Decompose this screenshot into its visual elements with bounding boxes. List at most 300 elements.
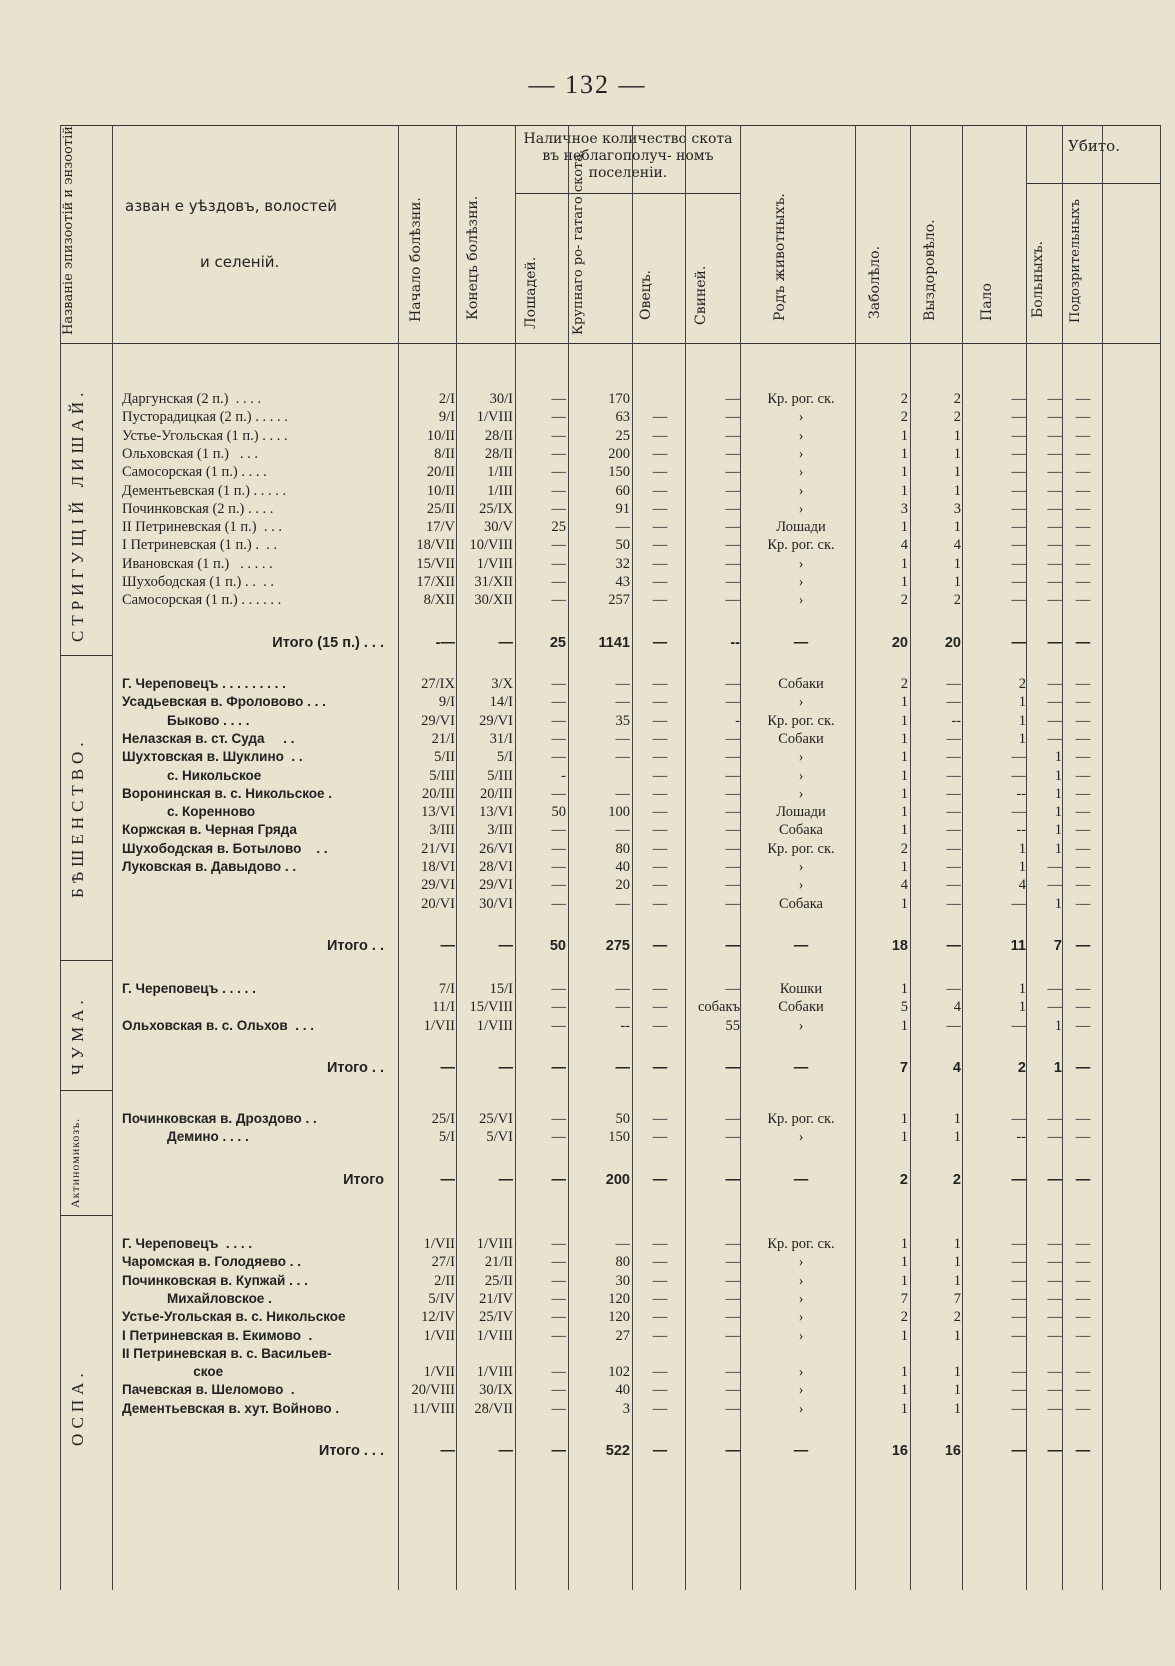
- cell-sheep: —: [652, 1111, 668, 1127]
- cell-sheep: —: [652, 1290, 668, 1307]
- cell-died: —: [1011, 427, 1026, 444]
- cell-rec: 2: [953, 592, 961, 609]
- cell-cattle: 120: [608, 1290, 630, 1307]
- cell-kind: ›: [798, 1364, 804, 1381]
- header-died: Пало: [979, 283, 995, 322]
- cell-start: 10/II: [426, 482, 455, 499]
- cell-died: —: [1011, 1400, 1026, 1417]
- total-cattle: 1141: [598, 634, 630, 651]
- cell-sheep: —: [652, 1364, 668, 1381]
- cell-horses: 50: [551, 804, 566, 821]
- cell-rec: 2: [953, 1309, 961, 1326]
- cell-died: —: [1011, 749, 1026, 766]
- cell-died: 4: [1018, 877, 1026, 894]
- cell-ks: —: [1047, 981, 1062, 997]
- cell-name: Дементьевская (1 п.) . . . . .: [122, 482, 287, 499]
- cell-sheep: —: [652, 694, 668, 711]
- total-row: [60, 1171, 1160, 1189]
- cell-name: Ольховская (1 п.) . . .: [122, 445, 258, 462]
- cell-sick: 1: [900, 730, 908, 747]
- table-row: [60, 1363, 1160, 1381]
- cell-name: Починковская в. Купжай . . .: [122, 1272, 308, 1288]
- cell-end: 21/II: [484, 1254, 513, 1271]
- header-names-line1: азван е уѣздовъ, волостей: [125, 197, 337, 215]
- cell-end: 3/III: [487, 822, 513, 839]
- cell-died: --: [1016, 1129, 1026, 1146]
- cell-end: 28/VII: [474, 1400, 513, 1417]
- cell-sheep: —: [652, 895, 668, 912]
- cell-rec: —: [946, 749, 961, 766]
- cell-kind: ›: [798, 749, 804, 766]
- cell-rec: —: [946, 840, 961, 857]
- cell-sheep: —: [652, 859, 668, 875]
- cell-horses: —: [551, 1017, 566, 1034]
- cell-sheep: —: [652, 999, 668, 1016]
- cell-cattle: 120: [608, 1309, 630, 1326]
- section-rule: [60, 655, 112, 656]
- total-kind: —: [793, 937, 809, 954]
- total-row: [60, 937, 1160, 955]
- cell-start: 1/VII: [423, 1236, 455, 1252]
- cell-horses: —: [551, 1400, 566, 1417]
- cell-rec: 3: [953, 500, 961, 517]
- table-row: [60, 840, 1160, 858]
- total-name: Итого . . .: [318, 1443, 384, 1459]
- cell-pigs: —: [725, 1400, 740, 1417]
- total-pigs: —: [725, 1171, 740, 1188]
- cell-pigs: —: [725, 1236, 740, 1252]
- cell-end: 1/VIII: [476, 555, 513, 572]
- cell-sheep: —: [652, 555, 668, 572]
- cell-sheep: —: [652, 427, 668, 444]
- cell-cattle: 100: [608, 804, 630, 821]
- cell-kp: —: [1075, 482, 1091, 499]
- cell-sick: 1: [900, 859, 908, 875]
- cell-kind: ›: [798, 877, 804, 894]
- cell-sheep: —: [652, 464, 668, 481]
- cell-ks: —: [1047, 574, 1062, 590]
- cell-rec: 1: [953, 464, 961, 481]
- cell-ks: —: [1047, 694, 1062, 711]
- cell-kind: ›: [798, 482, 804, 499]
- cell-ks: —: [1047, 712, 1062, 729]
- statistics-table: [60, 125, 1160, 1590]
- cell-start: 10/II: [426, 427, 455, 444]
- cell-end: 5/I: [496, 749, 513, 766]
- cell-ks: —: [1047, 1309, 1062, 1326]
- cell-kind: Кр. рог. ск.: [767, 391, 835, 407]
- cell-sick: 1: [900, 445, 908, 462]
- cell-end: 28/II: [484, 445, 513, 462]
- cell-end: 1/III: [487, 464, 513, 481]
- cell-name: Шухободская (1 п.) . . . .: [122, 574, 274, 590]
- cell-cattle: —: [615, 999, 630, 1016]
- cell-cattle: 43: [615, 574, 630, 590]
- cell-sick: 1: [900, 555, 908, 572]
- cell-kind: Кр. рог. ск.: [767, 1236, 835, 1252]
- cell-kind: Лошади: [776, 804, 826, 821]
- cell-sick: 2: [900, 1309, 908, 1326]
- cell-pigs: собакъ: [697, 999, 740, 1016]
- cell-start: 21/VI: [421, 840, 455, 857]
- table-row: [60, 1400, 1160, 1418]
- total-sheep: —: [652, 1059, 668, 1076]
- cell-kp: —: [1075, 859, 1091, 875]
- cell-horses: —: [551, 464, 566, 481]
- table-row: [60, 573, 1160, 591]
- cell-ks: —: [1047, 676, 1062, 692]
- total-ks: —: [1047, 1171, 1062, 1188]
- cell-horses: —: [551, 981, 566, 997]
- cell-pigs: —: [725, 676, 740, 692]
- cell-sick: 1: [900, 895, 908, 912]
- cell-end: 5/VI: [486, 1129, 513, 1146]
- cell-end: 15/I: [489, 981, 513, 997]
- cell-died: —: [1011, 391, 1026, 407]
- cell-sheep: —: [652, 1272, 668, 1289]
- section-rule: [60, 1215, 112, 1216]
- cell-died: 1: [1018, 859, 1026, 875]
- cell-kp: —: [1075, 445, 1091, 462]
- cell-kp: —: [1075, 1111, 1091, 1127]
- cell-died: 1: [1018, 999, 1026, 1016]
- cell-name: Г. Череповецъ . . . . .: [122, 981, 256, 996]
- cell-horses: —: [551, 859, 566, 875]
- cell-pigs: —: [725, 1290, 740, 1307]
- cell-ks: —: [1047, 1254, 1062, 1271]
- total-kind: —: [793, 1059, 809, 1076]
- header-killed-group: Убито.: [1068, 137, 1120, 155]
- total-name: Итого . .: [326, 1059, 384, 1076]
- cell-kp: —: [1075, 730, 1091, 747]
- cell-kind: Собаки: [778, 676, 824, 692]
- cell-sheep: —: [652, 804, 668, 821]
- cell-pigs: 55: [725, 1017, 740, 1034]
- header-animal-kind: Родъ животныхъ.: [772, 193, 788, 322]
- cell-start: 25/II: [426, 500, 455, 517]
- table-row: [60, 693, 1160, 711]
- table-row: [60, 536, 1160, 554]
- cell-ks: —: [1047, 1400, 1062, 1417]
- cell-kp: —: [1075, 592, 1091, 609]
- header-disease: Названіе эпизоотій и энзоотій: [61, 126, 76, 335]
- cell-cattle: 150: [608, 464, 630, 481]
- cell-kp: —: [1075, 895, 1091, 912]
- cell-end: 25/IX: [479, 500, 513, 517]
- cell-kind: ›: [798, 464, 804, 481]
- table-row: [60, 821, 1160, 839]
- cell-kp: —: [1075, 840, 1091, 857]
- cell-sick: 2: [900, 840, 908, 857]
- cell-sheep: —: [652, 1309, 668, 1326]
- total-sick: 2: [899, 1171, 908, 1188]
- cell-died: —: [1011, 767, 1026, 784]
- cell-end: 21/IV: [479, 1290, 513, 1307]
- cell-horses: -: [561, 767, 566, 784]
- cell-horses: —: [551, 712, 566, 729]
- cell-pigs: —: [725, 1129, 740, 1146]
- cell-name: II Петриневская в. с. Васильев-: [122, 1345, 332, 1361]
- cell-pigs: —: [725, 427, 740, 444]
- cell-end: 30/V: [484, 519, 513, 536]
- cell-kind: ›: [798, 859, 804, 875]
- cell-rec: 1: [953, 1382, 961, 1399]
- cell-cattle: —: [615, 1236, 630, 1252]
- cell-cattle: 50: [615, 1111, 630, 1127]
- cell-sick: 1: [900, 712, 908, 729]
- total-sick: 18: [891, 937, 908, 954]
- cell-rec: --: [951, 712, 961, 729]
- cell-name: ское: [122, 1364, 224, 1380]
- cell-sick: 5: [900, 999, 908, 1016]
- cell-kp: —: [1075, 574, 1091, 590]
- cell-rec: —: [946, 1017, 961, 1034]
- cell-kp: —: [1075, 409, 1091, 426]
- table-row: [60, 427, 1160, 445]
- cell-rec: —: [946, 730, 961, 747]
- cell-cattle: 40: [615, 1382, 630, 1399]
- cell-sick: 1: [900, 1129, 908, 1146]
- header-names-line2: и селеній.: [200, 253, 280, 271]
- cell-kind: ›: [798, 1017, 804, 1034]
- cell-pigs: —: [725, 730, 740, 747]
- cell-end: 5/III: [487, 767, 513, 784]
- cell-start: 3/III: [429, 822, 455, 839]
- cell-end: 31/I: [489, 730, 513, 747]
- cell-sick: 1: [900, 482, 908, 499]
- total-cattle: —: [615, 1059, 630, 1076]
- total-ks: —: [1047, 634, 1062, 651]
- cell-name: Шухтовская в. Шуклино . .: [122, 749, 303, 765]
- cell-kind: ›: [798, 574, 804, 590]
- cell-name: Усадьевская в. Фроловово . . .: [122, 694, 326, 710]
- cell-end: 15/VIII: [469, 999, 513, 1016]
- cell-cattle: —: [615, 730, 630, 747]
- section-title: СТРИГУЩІЙ ЛИШАЙ.: [68, 387, 87, 643]
- total-name: Итого . .: [326, 937, 384, 954]
- cell-end: 1/VIII: [476, 1364, 513, 1381]
- cell-rec: —: [946, 981, 961, 997]
- cell-horses: —: [551, 785, 566, 802]
- cell-ks: 1: [1054, 785, 1062, 802]
- cell-kp: —: [1075, 694, 1091, 711]
- cell-name: Г. Череповецъ . . . .: [122, 1236, 253, 1251]
- cell-ks: —: [1047, 877, 1062, 894]
- total-rec: —: [946, 937, 961, 954]
- page-number: — 132 —: [528, 70, 647, 99]
- cell-died: —: [1011, 482, 1026, 499]
- header-livestock-group: Наличное количество скота въ неблагополуч- номъ поселеніи.: [523, 131, 733, 181]
- cell-end: 30/XII: [474, 592, 513, 609]
- cell-kind: ›: [798, 1327, 804, 1344]
- total-end: —: [498, 634, 513, 651]
- cell-sheep: —: [652, 482, 668, 499]
- total-died: —: [1011, 634, 1026, 651]
- table-row: [60, 1308, 1160, 1326]
- cell-start: 9/I: [438, 694, 455, 711]
- total-end: —: [498, 937, 513, 954]
- cell-ks: —: [1047, 1382, 1062, 1399]
- cell-pigs: —: [725, 574, 740, 590]
- cell-kp: —: [1075, 877, 1091, 894]
- total-sick: 7: [899, 1059, 908, 1076]
- cell-died: —: [1011, 1327, 1026, 1344]
- cell-kind: Собака: [779, 895, 823, 912]
- cell-kp: —: [1075, 767, 1091, 784]
- cell-horses: —: [551, 537, 566, 554]
- table-row: [60, 675, 1160, 693]
- cell-died: —: [1011, 555, 1026, 572]
- cell-ks: —: [1047, 730, 1062, 747]
- cell-sick: 1: [900, 694, 908, 711]
- cell-ks: —: [1047, 999, 1062, 1016]
- total-died: —: [1011, 1443, 1026, 1459]
- cell-died: —: [1011, 1364, 1026, 1381]
- cell-ks: —: [1047, 1111, 1062, 1127]
- cell-sheep: —: [652, 785, 668, 802]
- table-row: [60, 785, 1160, 803]
- cell-kp: —: [1075, 749, 1091, 766]
- cell-kind: ›: [798, 1129, 804, 1146]
- cell-horses: —: [551, 694, 566, 711]
- cell-kp: —: [1075, 1327, 1091, 1344]
- header-cattle: Крупнаго ро- гатаго скота.: [571, 149, 586, 335]
- cell-kp: —: [1075, 1309, 1091, 1326]
- cell-pigs: —: [725, 785, 740, 802]
- cell-rec: —: [946, 822, 961, 839]
- cell-pigs: —: [725, 895, 740, 912]
- cell-end: 3/X: [491, 676, 513, 692]
- cell-sheep: —: [652, 1327, 668, 1344]
- total-horses: —: [551, 1443, 566, 1459]
- cell-start: 20/VI: [421, 895, 455, 912]
- cell-end: 20/III: [479, 785, 513, 802]
- total-ks: 7: [1053, 937, 1062, 954]
- total-sheep: —: [652, 1171, 668, 1188]
- cell-cattle: 20: [615, 877, 630, 894]
- cell-name: с. Никольское: [122, 767, 262, 783]
- table-row: [60, 1345, 1160, 1363]
- cell-kind: ›: [798, 694, 804, 711]
- total-start: —: [440, 1443, 455, 1459]
- column-rule: [1160, 125, 1161, 1590]
- cell-cattle: 32: [615, 555, 630, 572]
- table-row: [60, 591, 1160, 609]
- header-bottom-rule: [60, 343, 1160, 344]
- cell-horses: —: [551, 409, 566, 426]
- cell-cattle: 80: [615, 840, 630, 857]
- cell-sick: 1: [900, 981, 908, 997]
- cell-cattle: 63: [615, 409, 630, 426]
- cell-died: --: [1016, 822, 1026, 839]
- cell-horses: —: [551, 877, 566, 894]
- cell-died: —: [1011, 409, 1026, 426]
- cell-cattle: 170: [608, 391, 630, 407]
- total-pigs: —: [725, 1443, 740, 1459]
- cell-horses: 25: [551, 519, 566, 536]
- cell-end: 29/VI: [479, 877, 513, 894]
- cell-kp: —: [1075, 537, 1091, 554]
- cell-kind: Кр. рог. ск.: [767, 840, 835, 857]
- cell-start: 27/IX: [421, 676, 455, 692]
- cell-kind: ›: [798, 1400, 804, 1417]
- cell-start: 20/II: [426, 464, 455, 481]
- cell-horses: —: [551, 1382, 566, 1399]
- table-row: [60, 1327, 1160, 1345]
- cell-sheep: —: [652, 712, 668, 729]
- cell-kp: —: [1075, 1400, 1091, 1417]
- cell-sheep: —: [652, 1254, 668, 1271]
- cell-name: с. Коренново: [122, 804, 256, 820]
- cell-name: Пачевская в. Шеломово .: [122, 1382, 295, 1398]
- cell-end: 25/II: [484, 1272, 513, 1289]
- cell-sheep: —: [652, 500, 668, 517]
- cell-rec: —: [946, 785, 961, 802]
- cell-died: —: [1011, 1382, 1026, 1399]
- cell-died: --: [1016, 785, 1026, 802]
- cell-sheep: —: [652, 445, 668, 462]
- cell-sick: 7: [900, 1290, 908, 1307]
- cell-horses: —: [551, 555, 566, 572]
- cell-start: 1/VII: [423, 1364, 455, 1381]
- cell-sick: 1: [900, 804, 908, 821]
- cell-rec: 1: [953, 482, 961, 499]
- cell-end: 1/VIII: [476, 409, 513, 426]
- cell-end: 14/I: [489, 694, 513, 711]
- total-died: —: [1011, 1171, 1026, 1188]
- cell-ks: —: [1047, 464, 1062, 481]
- cell-ks: —: [1047, 445, 1062, 462]
- cell-rec: 1: [953, 1364, 961, 1381]
- total-sick: 16: [891, 1443, 908, 1459]
- cell-rec: 1: [953, 1129, 961, 1146]
- total-cattle: 522: [605, 1443, 630, 1459]
- cell-rec: 1: [953, 427, 961, 444]
- table-row: [60, 712, 1160, 730]
- cell-end: 28/II: [484, 427, 513, 444]
- cell-ks: —: [1047, 1129, 1062, 1146]
- cell-horses: —: [551, 574, 566, 590]
- cell-died: —: [1011, 445, 1026, 462]
- cell-died: —: [1011, 592, 1026, 609]
- cell-kp: —: [1075, 822, 1091, 839]
- table-row: [60, 518, 1160, 536]
- total-row: [60, 1442, 1160, 1460]
- cell-kind: ›: [798, 500, 804, 517]
- cell-start: 8/XII: [423, 592, 455, 609]
- cell-start: 17/V: [426, 519, 455, 536]
- cell-pigs: —: [725, 804, 740, 821]
- cell-kind: ›: [798, 555, 804, 572]
- cell-kind: Собаки: [778, 730, 824, 747]
- cell-pigs: —: [725, 592, 740, 609]
- cell-end: 25/VI: [479, 1111, 513, 1127]
- table-row: [60, 767, 1160, 785]
- cell-died: 1: [1018, 712, 1026, 729]
- cell-cattle: 60: [615, 482, 630, 499]
- cell-rec: 1: [953, 1236, 961, 1252]
- table-row: [60, 482, 1160, 500]
- cell-sick: 1: [900, 1017, 908, 1034]
- cell-start: 9/I: [438, 409, 455, 426]
- cell-pigs: —: [725, 1254, 740, 1271]
- cell-horses: —: [551, 676, 566, 692]
- cell-cattle: 150: [608, 1129, 630, 1146]
- total-sheep: —: [652, 1443, 668, 1459]
- total-cattle: 275: [605, 937, 630, 954]
- table-row: [60, 858, 1160, 876]
- cell-kp: —: [1075, 1236, 1091, 1252]
